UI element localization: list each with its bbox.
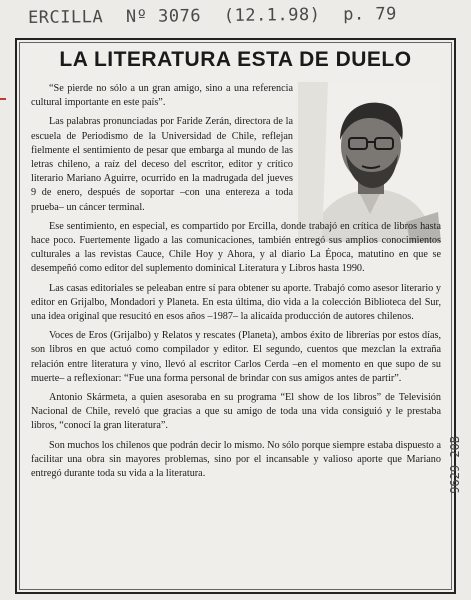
publication-name: ERCILLA: [27, 7, 104, 28]
margin-mark: [0, 98, 6, 100]
article-paragraph: Las palabras pronunciadas por Faride Zerán, directora de la escuela de Periodismo de la Universidad de Chile, reflejan fielmente el sentimiento de pesar que embarga al mundo de las letras chileno, a raíz del deceso del escritor, editor y crítico literario Mariano Aguirre, ocurrido en la madrugada del jueves 9 de enero, después de soportar –con una entereza a toda prueba– un cáncer terminal.: [31, 116, 293, 213]
article-paragraph: Antonio Skármeta, a quien asesoraba en su programa “El show de los libros” de Televisión Nacional de Chile, reveló que gracias a que su amigo de toda una vida consiguió y le prestaba libros, “conocí la gran literatura”.: [31, 392, 441, 432]
article-headline: LA LITERATURA ESTA DE DUELO: [59, 48, 412, 71]
issue-number: Nº 3076: [125, 6, 202, 27]
article-paragraph: Las casas editoriales se peleaban entre sí para obtener su aporte. Trabajó como asesor literario y editor en Grijalbo, Mondadori y Planeta. En esta última, dio vida a la colección Biblioteca del Sur, una idea original que resucitó en esos años –1987– la alicaída producción de autores chilenos.: [31, 282, 441, 323]
article-paragraph: Ese sentimiento, en especial, es compartido por Ercilla, donde trabajó en crítica de libros hasta hace poco. Fuertemente ligado a las comunicaciones, también entregó sus amplios conocimientos culturales a las revistas Cauce, Chile Hoy y Ahora, y al diario La Época, matutino en que se desempeñó como editor del suplemento dominical Literatura y Libros hasta 1990.: [31, 220, 441, 275]
article-paragraph: Son muchos los chilenos que podrán decir lo mismo. No sólo porque siempre estaba dispuesto a facilitar una obra sin mayores problemas, sino por el incansable y valioso aporte que Mariano entregó durante toda su vida a la literatura.: [31, 439, 441, 480]
article-paragraph: “Se pierde no sólo a un gran amigo, sino a una referencia cultural importante en este país”.: [31, 83, 293, 109]
margin-handwritten-code: 9629 20B: [448, 436, 462, 494]
article-frame: [15, 38, 456, 594]
article-body: [31, 82, 441, 486]
issue-date: (12.1.98): [223, 4, 321, 26]
archive-handwritten-note: [28, 4, 409, 28]
page-number: p. 79: [343, 4, 397, 25]
article-paragraph: Voces de Eros (Grijalbo) y Relatos y rescates (Planeta), ambos éxito de librerías por estos días, son libros en que actuó como compilador y editor. El segundo, cuentos que mezclan la extraña relación entre literatura y vino, llevó al escritor Carlos Cerda –en el momento en que supo de su muerte– a reflexionar: “Fue una forma personal de brindar con sus amigos antes de partir”.: [31, 330, 441, 384]
